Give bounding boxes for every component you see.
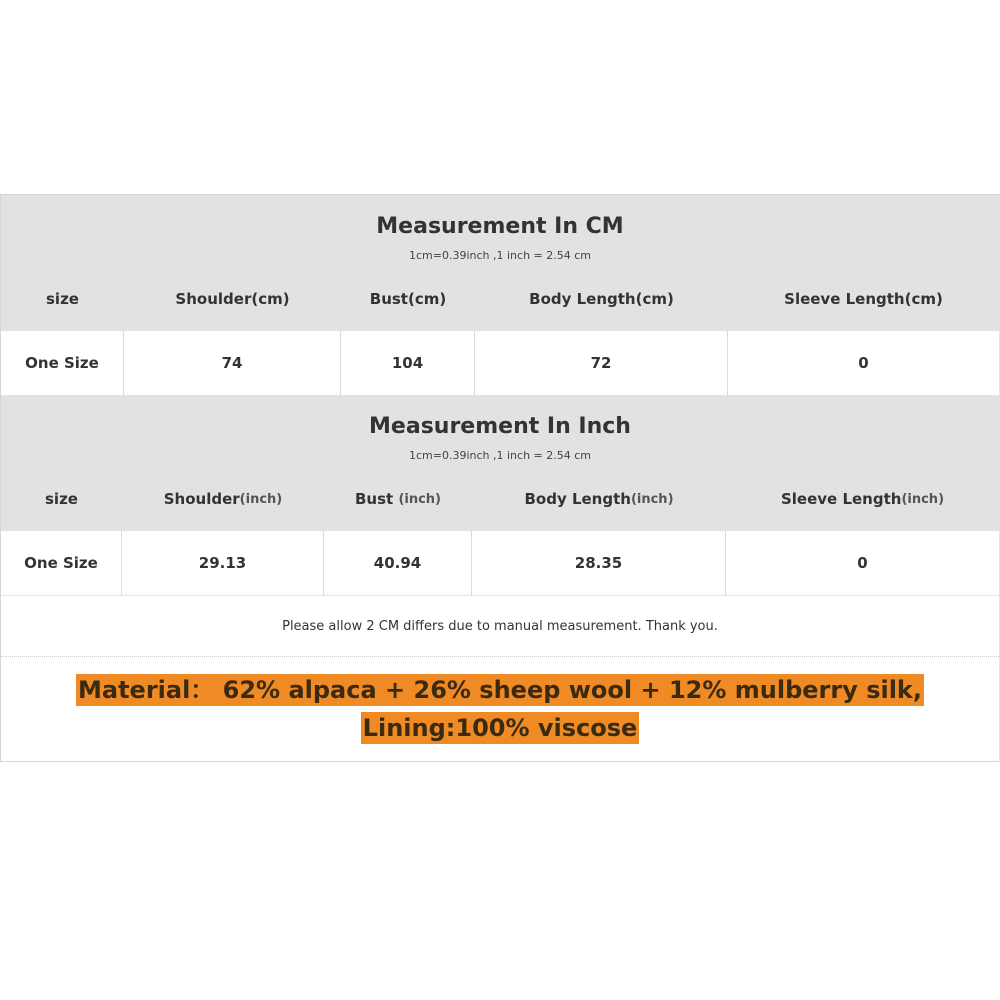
inch-header-shoulder xyxy=(122,467,324,531)
cm-header-row xyxy=(1,267,999,331)
inch-header-sleeve-length xyxy=(726,467,999,531)
cm-data-row xyxy=(1,331,999,395)
cm-title-block xyxy=(1,195,999,267)
inch-title-block xyxy=(1,395,999,467)
cm-conversion-note: 1cm=0.39inch ,1 inch = 2.54 cm xyxy=(408,249,591,262)
measurement-note: Please allow 2 CM differs due to manual measurement. Thank you. xyxy=(1,595,999,657)
inch-header-bust-unit: (inch) xyxy=(398,491,441,507)
inch-header-row xyxy=(1,467,999,531)
material-block xyxy=(1,657,999,761)
inch-cell-size: One Size xyxy=(1,531,122,595)
inch-header-body-length-label: Body Length xyxy=(524,490,631,508)
inch-header-size xyxy=(1,467,122,531)
cm-cell-size: One Size xyxy=(1,331,124,395)
inch-header-sleeve-length-label: Sleeve Length xyxy=(780,490,902,508)
inch-header-bust-label: Bust xyxy=(355,490,399,508)
inch-header-body-length xyxy=(472,467,726,531)
inch-conversion-note: 1cm=0.39inch ,1 inch = 2.54 cm xyxy=(408,449,591,462)
cm-header-shoulder: Shoulder(cm) xyxy=(175,290,290,308)
cm-title: Measurement In CM xyxy=(376,214,624,239)
cm-header-bust: Bust(cm) xyxy=(369,290,447,308)
cm-header-size: size xyxy=(46,290,79,308)
inch-header-size-label: size xyxy=(45,490,78,508)
lining-line: Lining:100% viscose xyxy=(362,714,638,742)
inch-title: Measurement In Inch xyxy=(369,414,631,439)
size-chart xyxy=(0,194,1000,762)
cm-cell-bust: 104 xyxy=(341,331,475,395)
inch-cell-shoulder: 29.13 xyxy=(122,531,324,595)
inch-header-body-length-unit: (inch) xyxy=(630,491,674,507)
inch-header-bust xyxy=(324,467,472,531)
cm-header-body-length: Body Length(cm) xyxy=(529,290,674,308)
material-line: Material： 62% alpaca + 26% sheep wool + 12% mulberry silk, xyxy=(77,676,923,704)
inch-cell-sleeve-length: 0 xyxy=(857,554,868,572)
inch-data-row xyxy=(1,531,999,595)
cm-cell-sleeve-length: 0 xyxy=(858,354,869,372)
inch-cell-body-length: 28.35 xyxy=(472,531,726,595)
inch-header-sleeve-length-unit: (inch) xyxy=(901,491,945,507)
inch-cell-bust: 40.94 xyxy=(324,531,472,595)
cm-header-sleeve-length: Sleeve Length(cm) xyxy=(784,290,943,308)
cm-cell-shoulder: 74 xyxy=(124,331,341,395)
inch-header-shoulder-label: Shoulder xyxy=(163,490,240,508)
inch-header-shoulder-unit: (inch) xyxy=(239,491,283,507)
cm-cell-body-length: 72 xyxy=(475,331,728,395)
